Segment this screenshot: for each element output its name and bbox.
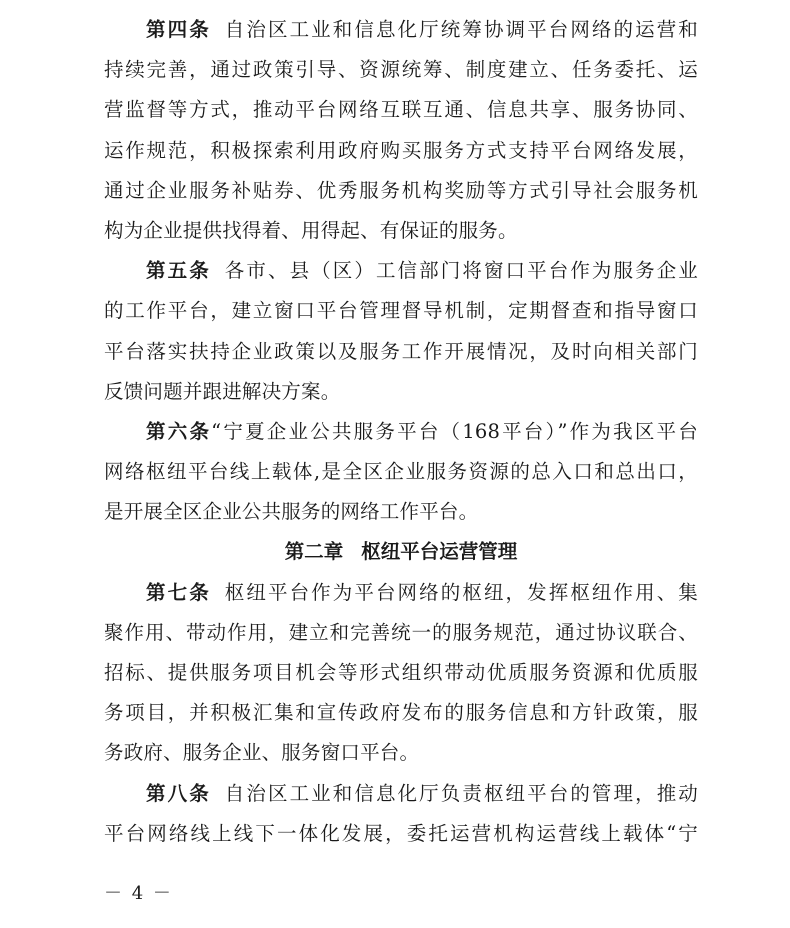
article-4-text: 自治区工业和信息化厅统筹协调平台网络的运营和 [224,18,698,41]
article-7-label: 第七条 [146,580,211,604]
article-8-label: 第八条 [146,781,211,805]
article-5-line-1 [104,251,698,291]
article-5-line-3: 平台落实扶持企业政策以及服务工作开展情况，及时向相关部门 [104,339,698,363]
article-7-line-5: 务政府、服务企业、服务窗口平台。 [104,741,420,765]
article-6-line-1 [104,412,698,452]
article-4-line-2: 持续完善，通过政策引导、资源统筹、制度建立、任务委托、运 [104,58,698,82]
article-5-line-4: 反馈问题并跟进解决方案。 [104,379,341,403]
article-4-line-6: 构为企业提供找得着、用得起、有保证的服务。 [104,218,518,242]
article-4-line-1 [104,10,698,50]
article-5-line-2: 的工作平台，建立窗口平台管理督导机制，定期督查和指导窗口 [104,299,698,323]
article-6-line-2: 网络枢纽平台线上载体,是全区企业服务资源的总入口和总出口， [104,460,698,484]
article-4-line-4: 运作规范，积极探索利用政府购买服务方式支持平台网络发展， [104,138,698,162]
article-8-line-1 [104,774,698,814]
article-7-line-2: 聚作用、带动作用，建立和完善统一的服务规范，通过协议联合、 [104,620,698,644]
article-6-label: 第六条 [146,419,212,443]
chapter-title: 枢纽平台运营管理 [361,540,518,564]
article-4-line-3: 营监督等方式，推动平台网络互联互通、信息共享、服务协同、 [104,98,698,122]
article-4-line-5: 通过企业服务补贴券、优秀服务机构奖励等方式引导社会服务机 [104,178,698,202]
article-6-text: “宁夏企业公共服务平台（168平台）”作为我区平台 [211,419,698,443]
article-7-text: 枢纽平台作为平台网络的枢纽，发挥枢纽作用、集 [224,580,698,604]
article-4-label: 第四条 [146,18,211,41]
page-number: － 4 － [104,883,173,904]
article-5-text: 各市、县（区）工信部门将窗口平台作为服务企业 [224,259,698,283]
document-body [104,10,698,854]
article-6-line-3: 是开展全区企业公共服务的网络工作平台。 [104,500,479,524]
article-7-line-4: 务项目，并积极汇集和宣传政府发布的服务信息和方针政策，服 [104,701,698,725]
article-7-line-3: 招标、提供服务项目机会等形式组织带动优质服务资源和优质服 [104,661,698,684]
chapter-heading [104,532,698,572]
article-8-line-2: 平台网络线上线下一体化发展，委托运营机构运营线上载体“宁 [104,821,698,845]
chapter-number: 第二章 [284,540,344,564]
article-5-label: 第五条 [146,259,211,283]
article-8-text: 自治区工业和信息化厅负责枢纽平台的管理，推动 [224,781,698,805]
article-7-line-1 [104,573,698,613]
